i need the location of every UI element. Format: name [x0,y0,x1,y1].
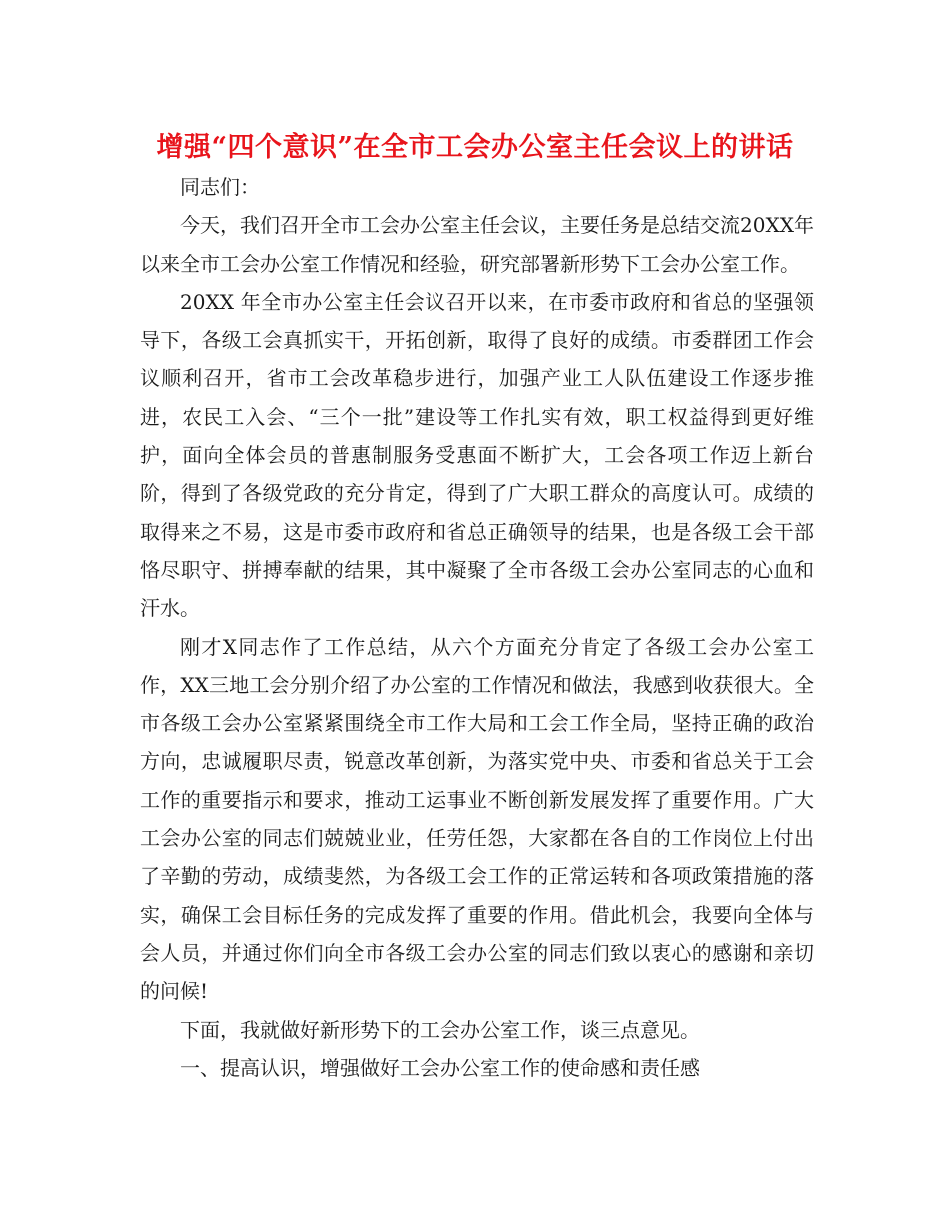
document-title: 增强“四个意识”在全市工会办公室主任会议上的讲话 [156,132,794,163]
body-paragraph: 刚才X同志作了工作总结，从六个方面充分肯定了各级工会办公室工作，XX三地工会分别介绍了办公室的工作情况和做法，我感到收获很大。全市各级工会办公室紧紧围绕全市工作大局和工会工作全局，坚持正确的政治方向，忠诚履职尽责，锐意改革创新，为落实党中央、市委和省总关于工会工作的重要指示和要求，推动工运事业不断创新发展发挥了重要作用。广大工会办公室的同志们兢兢业业，任劳任怨，大家都在各自的工作岗位上付出了辛勤的劳动，成绩斐然，为各级工会工作的正常运转和各项政策措施的落实，确保工会目标任务的完成发挥了重要的作用。借此机会，我要向全体与会人员，并通过你们向全市各级工会办公室的同志们致以衷心的感谢和亲切的问候! [140,634,814,1004]
body-paragraph: 20XX 年全市办公室主任会议召开以来，在市委市政府和省总的坚强领导下，各级工会真抓实干，开拓创新，取得了良好的成绩。市委群团工作会议顺利召开，省市工会改革稳步进行，加强产业工人队伍建设工作逐步推进，农民工入会、“三个一批”建设等工作扎实有效，职工权益得到更好维护，面向全体会员的普惠制服务受惠面不断扩大，工会各项工作迈上新台阶，得到了各级党政的充分肯定，得到了广大职工群众的高度认可。成绩的取得来之不易，这是市委市政府和省总正确领导的结果，也是各级工会干部恪尽职守、拼搏奉献的结果，其中凝聚了全市各级工会办公室同志的心血和汗水。 [140,289,814,621]
section-heading: 一、提高认识，增强做好工会办公室工作的使命感和责任感 [180,1055,700,1080]
salutation-paragraph: 同志们： [180,175,260,199]
body-paragraph: 今天，我们召开全市工会办公室主任会议，主要任务是总结交流20XX年以来全市工会办公室工作情况和经验，研究部署新形势下工会办公室工作。 [140,213,814,276]
document-body [140,168,814,1087]
body-paragraph: 下面，我就做好新形势下的工会办公室工作，谈三点意见。 [180,1017,700,1042]
